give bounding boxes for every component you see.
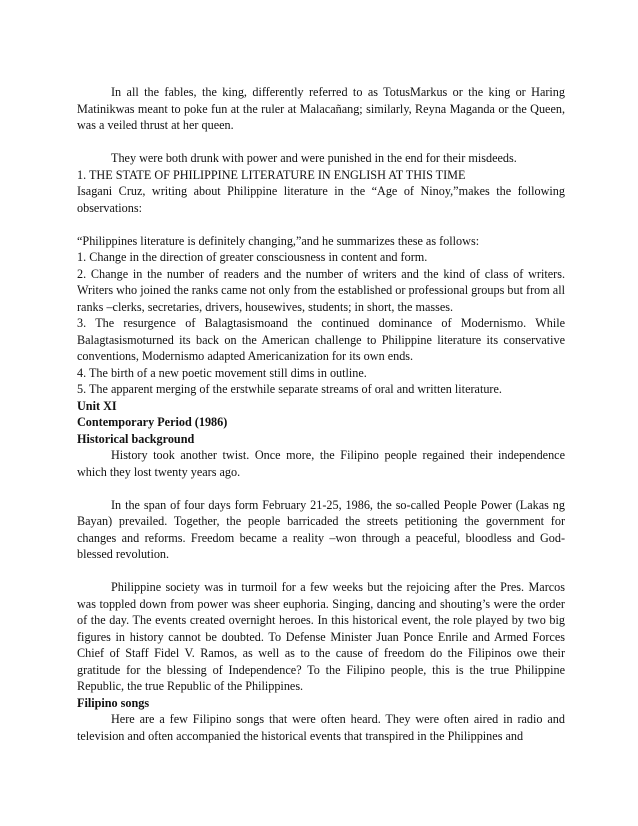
historical-heading: Historical background <box>77 431 195 446</box>
list-item-2: 2. Change in the number of readers and the number of writers and the kind of class of writers. Writers who joined the ranks came not only from the established or professional groups but from all ranks –clerks, secretaries, drivers, housewives, students; in short, the masses. <box>77 266 565 314</box>
list-item-1: 1. Change in the direction of greater consciousness in content and form. <box>77 250 428 264</box>
cruz-paragraph: Isagani Cruz, writing about Philippine literature in the “Age of Ninoy,”makes the following observations: <box>77 184 565 215</box>
fables-paragraph: In all the fables, the king, differently referred to as TotusMarkus or the king or Haring Matinikwas meant to poke fun at the ruler at Malacañang; similarly, Reyna Maganda or the Queen, was a veiled thrust at her queen. <box>77 85 565 132</box>
list-item-3: 3. The resurgence of Balagtasismoand the continued dominance of Modernismo. While Balagtasismoturned its back on the American challenge to Philippine literature its conservative conventions, Modernismo adapted Americanization for its own ends. <box>77 316 565 363</box>
songs-paragraph: Here are a few Filipino songs that were often heard. They were often aired in radio and television and often accompanied the historical events that transpired in the Philippines and <box>77 712 565 743</box>
list-item-4: 4. The birth of a new poetic movement still dims in outline. <box>77 365 367 380</box>
history-paragraph-3: Philippine society was in turmoil for a few weeks but the rejoicing after the Pres. Marcos was toppled down from power was sheer euphoria. Singing, dancing and shouting’s were the order of the day. The events created overnight heroes. In this historical event, the role played by two big figures in history cannot be doubted. To Defense Minister Juan Ponce Enrile and Armed Forces Chief of Staff Fidel V. Ramos, as well as to the cause of freedom do the Filipinos owe their gratitude for the blessing of Independence? To the Filipino people, this is the true Philippine Republic, the true Republic of the Philippines. <box>77 580 565 693</box>
drunk-paragraph: They were both drunk with power and were punished in the end for their misdeeds. <box>111 151 517 165</box>
songs-heading: Filipino songs <box>77 695 150 710</box>
state-heading: 1. THE STATE OF PHILIPPINE LITERATURE IN ENGLISH AT THIS TIME <box>77 167 466 182</box>
history-paragraph-1: History took another twist. Once more, the Filipino people regained their independence which they lost twenty years ago. <box>77 448 565 479</box>
list-item-5: 5. The apparent merging of the erstwhile separate streams of oral and written literature. <box>77 382 502 396</box>
quote-paragraph: “Philippines literature is definitely changing,”and he summarizes these as follows: <box>77 233 480 248</box>
unit-heading: Unit XI <box>77 398 117 413</box>
history-paragraph-2: In the span of four days form February 21-25, 1986, the so-called People Power (Lakas ng Bayan) prevailed. Together, the people barricaded the streets petitioning the government for changes and reforms. Freedom became a reality –won through a peaceful, bloodless and God-blessed revolution. <box>77 497 565 561</box>
document-page <box>77 84 565 744</box>
period-heading: Contemporary Period (1986) <box>77 415 228 429</box>
